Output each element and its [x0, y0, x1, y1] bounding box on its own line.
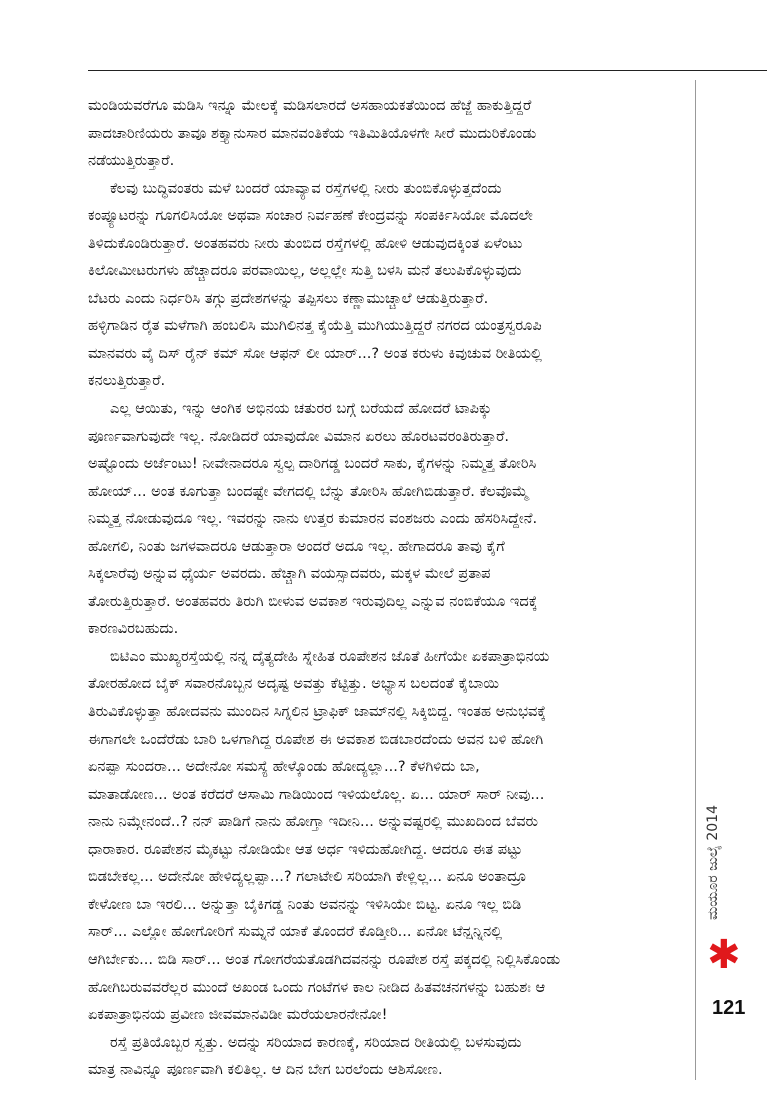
text-line: ತೋರಹೋದ ಬೈಕ್ ಸವಾರನೊಬ್ಬನ ಅದೃಷ್ಟ ಅವತ್ತು ಕೆಟ್ಟಿತ್ತು. ಅಭ್ಯಾಸ ಬಲದಂತೆ ಕೈಬಾಯಿ [88, 675, 500, 693]
text-line: ಕಿಲೋಮೀಟರುಗಳು ಹೆಚ್ಚಾದರೂ ಪರವಾಯಿಲ್ಲ, ಅಲ್ಲಲ್ಲೇ ಸುತ್ತಿ ಬಳಸಿ ಮನೆ ತಲುಪಿಕೊಳ್ಳುವುದು [88, 262, 522, 280]
text-line: ಪೂರ್ಣವಾಗುವುದೇ ಇಲ್ಲ. ನೋಡಿದರೆ ಯಾವುದೋ ವಿಮಾನ ಏರಲು ಹೊರಟವರಂತಿರುತ್ತಾರೆ. [88, 427, 510, 445]
text-line: ಮಾತ್ರ ನಾವಿನ್ನೂ ಪೂರ್ಣವಾಗಿ ಕಲಿತಿಲ್ಲ. ಆ ದಿನ ಬೇಗ ಬರಲೆಂದು ಆಶಿಸೋಣ. [88, 1061, 443, 1079]
text-line: ಕನಲುತ್ತಿರುತ್ತಾರೆ. [88, 372, 166, 390]
text-line: ಕಂಪ್ಯೂಟರನ್ನು ಗೂಗಲಿಸಿಯೋ ಅಥವಾ ಸಂಚಾರ ನಿರ್ವಹಣೆ ಕೇಂದ್ರವನ್ನು ಸಂಪರ್ಕಿಸಿಯೋ ಮೊದಲೇ [88, 207, 533, 225]
asterisk-icon: ✱ [707, 932, 741, 978]
side-divider [695, 80, 696, 1080]
article-body [88, 92, 686, 1084]
paragraph [88, 643, 686, 1029]
text-line: ಏಕಪಾತ್ರಾಭಿನಯ ಪ್ರವೀಣ ಜೀವಮಾನವಿಡೀ ಮರೆಯಲಾರನೇನೋ! [88, 1006, 388, 1024]
text-line: ಹೋಗಿಬರುವವರೆಲ್ಲರ ಮುಂದೆ ಅಖಂಡ ಒಂದು ಗಂಟೆಗಳ ಕಾಲ ನೀಡಿದ ಹಿತವಚನಗಳನ್ನು ಬಹುಶಃ ಆ [88, 978, 546, 996]
paragraph [88, 1029, 686, 1084]
text-line: ಎಲ್ಲ ಆಯಿತು, ಇನ್ನು ಆಂಗಿಕ ಅಭಿನಯ ಚತುರರ ಬಗ್ಗೆ ಬರೆಯದೆ ಹೋದರೆ ಟಾಪಿಕ್ಕು [110, 400, 492, 418]
text-line: ಹೋಗಲಿ, ನಿಂತು ಜಗಳವಾದರೂ ಆಡುತ್ತಾರಾ ಅಂದರೆ ಅದೂ ಇಲ್ಲ. ಹೇಗಾದರೂ ತಾವು ಕೈಗೆ [88, 537, 505, 555]
text-line: ಸಿಕ್ಕಲಾರೆವು ಅನ್ನುವ ಧೈರ್ಯ ಅವರದು. ಹೆಚ್ಚಾಗಿ ವಯಸ್ಸಾದವರು, ಮಕ್ಕಳ ಮೇಲೆ ಪ್ರತಾಪ [88, 565, 491, 583]
text-line: ಮಂಡಿಯವರೆಗೂ ಮಡಿಸಿ ಇನ್ನೂ ಮೇಲಕ್ಕೆ ಮಡಿಸಲಾರದೆ ಅಸಹಾಯಕತೆಯಿಂದ ಹೆಜ್ಜೆ ಹಾಕುತ್ತಿದ್ದರೆ [88, 97, 532, 114]
text-line: ಕೇಳೋಣ ಬಾ ಇರಲಿ... ಅನ್ನುತ್ತಾ ಬೈಕಿಗಡ್ಡ ನಿಂತು ಅವನನ್ನು ಇಳಿಸಿಯೇ ಬಿಟ್ಟ. ಏನೂ ಇಲ್ಲ ಬಿಡಿ [88, 895, 522, 913]
text-line: ಆಗಿರ್ಬೇಕು... ಬಿಡಿ ಸಾರ್... ಅಂತ ಗೋಗರೆಯತೊಡಗಿದವನನ್ನು ರೂಪೇಶ ರಸ್ತೆ ಪಕ್ಕದಲ್ಲಿ ನಿಲ್ಲಿಸಿಕೊಂಡು [88, 950, 561, 968]
text-line: ಮಾತಾಡೋಣ... ಅಂತ ಕರೆದರೆ ಆಸಾಮಿ ಗಾಡಿಯಿಂದ ಇಳಿಯಲೊಲ್ಲ. ಏ... ಯಾರ್ ಸಾರ್ ನೀವು... [88, 785, 545, 803]
text-line: ಧಾರಾಕಾರ. ರೂಪೇಶನ ಮೈಕಟ್ಟು ನೋಡಿಯೇ ಆತ ಅರ್ಧ ಇಳಿದುಹೋಗಿದ್ದ. ಆದರೂ ಈತ ಪಟ್ಟು [88, 840, 523, 858]
text-line: ಬಿಟಿಎಂ ಮುಖ್ಯರಸ್ತೆಯಲ್ಲಿ ನನ್ನ ದೈತ್ಯದೇಹಿ ಸ್ನೇಹಿತ ರೂಪೇಶನ ಜೊತೆ ಹೀಗೆಯೇ ಏಕಪಾತ್ರಾಭಿನಯ [110, 647, 550, 665]
text-line: ಈಗಾಗಲೇ ಒಂದೆರೆಡು ಬಾರಿ ಒಳಗಾಗಿದ್ದ ರೂಪೇಶ ಈ ಅವಕಾಶ ಬಿಡಬಾರದೆಂದು ಅವನ ಬಳಿ ಹೋಗಿ [88, 730, 544, 748]
text-line: ಸಾರ್... ಎಲ್ಲೋ ಹೋಗೋರಿಗೆ ಸುಮ್ನನೆ ಯಾಕೆ ತೊಂದರೆ ಕೊಡ್ತೀರಿ... ಏನೋ ಟೆನ್ಷನ್ನಿನಲ್ಲಿ [88, 923, 503, 941]
paragraph [88, 175, 686, 395]
text-line: ಬೆಟರು ಎಂದು ನಿರ್ಧರಿಸಿ ತಗ್ಗು ಪ್ರದೇಶಗಳನ್ನು ತಪ್ಪಿಸಲು ಕಣ್ಣಾಮುಚ್ಚಾಲೆ ಆಡುತ್ತಿರುತ್ತಾರೆ. [88, 289, 489, 307]
text-line: ಪಾದಚಾರಿಣಿಯರು ತಾವೂ ಶಕ್ತ್ಯಾನುಸಾರ ಮಾನವಂತಿಕೆಯ ಇತಿಮಿತಿಯೊಳಗೇ ಸೀರೆ ಮುದುರಿಕೊಂಡು [88, 124, 537, 142]
page-number: 121 [712, 997, 746, 1019]
text-line: ಹಳ್ಳಿಗಾಡಿನ ರೈತ ಮಳೆಗಾಗಿ ಹಂಬಲಿಸಿ ಮುಗಿಲಿನತ್ತ ಕೈಯೆತ್ತಿ ಮುಗಿಯುತ್ತಿದ್ದರೆ ನಗರದ ಯಂತ್ರಸ್ವರೂಪಿ [88, 317, 542, 335]
text-line: ಬಿಡಬೇಕಲ್ಲ... ಅದೇನೋ ಹೇಳಿದ್ಯಲ್ಲಪ್ಪಾ...? ಗಲಾಟೇಲಿ ಸರಿಯಾಗಿ ಕೇಳ್ಲಿಲ್ಲ... ಏನೂ ಅಂತಾದ್ರೂ [88, 868, 527, 886]
text-line: ತಿಳಿದುಕೊಂಡಿರುತ್ತಾರೆ. ಅಂತಹವರು ನೀರು ತುಂಬಿದ ರಸ್ತೆಗಳಲ್ಲಿ ಹೋಳಿ ಆಡುವುದಕ್ಕಿಂತ ಏಳೆಂಟು [88, 234, 523, 252]
text-line: ರಸ್ತೆ ಪ್ರತಿಯೊಬ್ಬರ ಸ್ವತ್ತು. ಅದನ್ನು ಸರಿಯಾದ ಕಾರಣಕ್ಕೆ, ಸರಿಯಾದ ರೀತಿಯಲ್ಲಿ ಬಳಸುವುದು [110, 1033, 522, 1051]
masthead-text: ಮಯೂರ ಜುಲೈ 2014 [705, 805, 721, 921]
text-line: ನಿಮ್ಮತ್ತ ನೋಡುವುದೂ ಇಲ್ಲ. ಇವರನ್ನು ನಾನು ಉತ್ತರ ಕುಮಾರನ ವಂಶಜರು ಎಂದು ಹೆಸರಿಸಿದ್ದೇನೆ. [88, 510, 538, 528]
text-line: ನಾನು ನಿಮ್ಗೇನಂದೆ..? ನನ್ ಪಾಡಿಗೆ ನಾನು ಹೋಗ್ತಾ ಇದೀನಿ... ಅನ್ನುವಷ್ಟರಲ್ಲಿ ಮುಖದಿಂದ ಬೆವರು [88, 813, 538, 831]
text-line: ಮಾನವರು ವೈ ದಿಸ್ ರೈನ್ ಕಮ್ ಸೋ ಆಫನ್ ಲೀ ಯಾರ್...? ಅಂತ ಕರುಳು ಕಿವುಚುವ ರೀತಿಯಲ್ಲಿ [88, 344, 543, 362]
text-line: ಕೆಲವು ಬುದ್ಧಿವಂತರು ಮಳೆ ಬಂದರೆ ಯಾವ್ಯಾವ ರಸ್ತೆಗಳಲ್ಲಿ ನೀರು ತುಂಬಿಕೊಳ್ಳುತ್ತದೆಂದು [110, 179, 502, 197]
page-footer [697, 805, 767, 1019]
paragraph [88, 92, 686, 175]
text-line: ಅಷ್ಟೊಂದು ಅರ್ಜೆಂಟು! ನೀವೇನಾದರೂ ಸ್ವಲ್ಪ ದಾರಿಗಡ್ಡ ಬಂದರೆ ಸಾಕು, ಕೈಗಳನ್ನು ನಿಮ್ಮತ್ತ ತೋರಿಸಿ [88, 455, 537, 473]
magazine-masthead [697, 805, 757, 925]
text-line: ಹೋಯ್... ಅಂತ ಕೂಗುತ್ತಾ ಬಂದಷ್ಟೇ ವೇಗದಲ್ಲಿ ಬೆನ್ನು ತೋರಿಸಿ ಹೋಗಿಬಿಡುತ್ತಾರೆ. ಕೆಲವೊಮ್ಮೆ [88, 482, 529, 500]
text-line: ನಡೆಯುತ್ತಿರುತ್ತಾರೆ. [88, 152, 175, 170]
top-divider [88, 70, 767, 71]
text-line: ಕಾರಣವಿರಬಹುದು. [88, 620, 179, 638]
text-line: ತೋರುತ್ತಿರುತ್ತಾರೆ. ಅಂತಹವರು ತಿರುಗಿ ಬೀಳುವ ಅವಕಾಶ ಇರುವುದಿಲ್ಲ ಎನ್ನುವ ನಂಬಿಕೆಯೂ ಇದಕ್ಕೆ [88, 592, 538, 610]
text-line: ತಿರುವಿಕೊಳ್ಳುತ್ತಾ ಹೋದವನು ಮುಂದಿನ ಸಿಗ್ನಲಿನ ಟ್ರಾಫಿಕ್ ಜಾಮ್‌ನಲ್ಲಿ ಸಿಕ್ಕಿಬಿದ್ದ. ಇಂತಹ ಅನುಭವಕ್ಕೆ [88, 703, 546, 721]
text-line: ಏನಪ್ಪಾ ಸುಂದರಾ... ಅದೇನೋ ಸಮಸ್ಯೆ ಹೇಳ್ಕೊಂಡು ಹೋದ್ಯಲ್ಲಾ...? ಕೆಳಗಿಳಿದು ಬಾ, [88, 758, 480, 776]
paragraph [88, 395, 686, 643]
